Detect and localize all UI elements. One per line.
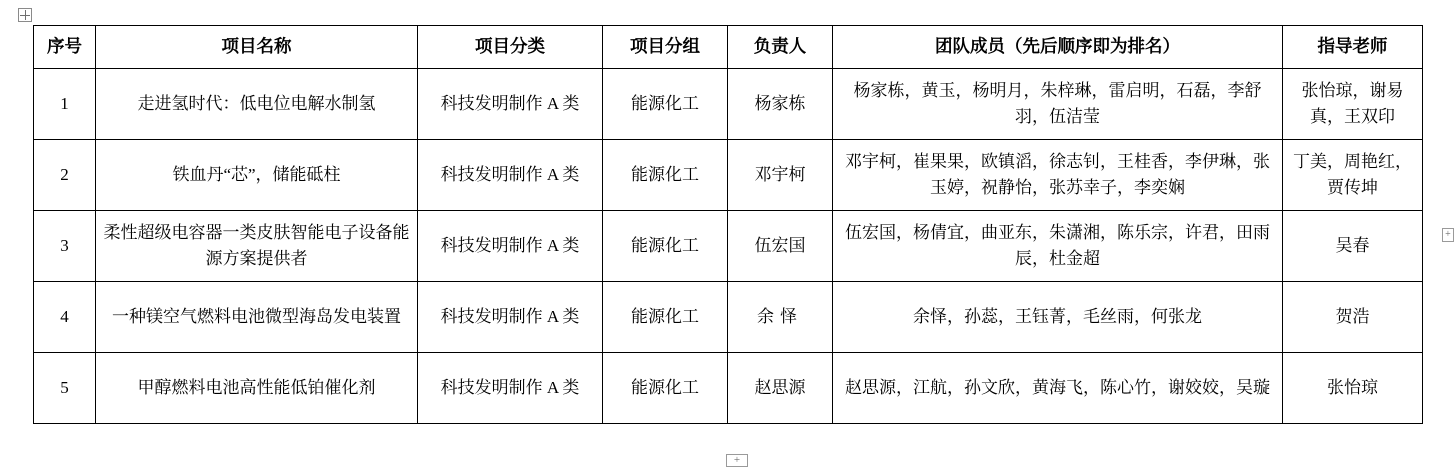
column-header-team-members: 团队成员（先后顺序即为排名） [833,26,1283,69]
table-header [34,26,1423,69]
project-table [33,25,1423,424]
cell-leader[interactable]: 邓宇柯 [728,140,833,211]
cell-project-group[interactable]: 能源化工 [603,140,728,211]
cell-mentor[interactable]: 张怡琼 [1283,353,1423,424]
cell-leader[interactable]: 杨家栋 [728,69,833,140]
cell-team-members[interactable]: 杨家栋，黄玉，杨明月，朱梓琳，雷启明，石磊，李舒羽，伍洁莹 [833,69,1283,140]
cell-project-category[interactable]: 科技发明制作 A 类 [418,353,603,424]
cell-project-name[interactable]: 柔性超级电容器一类皮肤智能电子设备能源方案提供者 [96,211,418,282]
cell-project-name[interactable]: 甲醇燃料电池高性能低铂催化剂 [96,353,418,424]
cell-seq[interactable]: 1 [34,69,96,140]
column-header-mentor: 指导老师 [1283,26,1423,69]
cell-mentor[interactable]: 吴春 [1283,211,1423,282]
table-add-row-handle[interactable]: + [726,454,748,467]
cell-seq[interactable]: 3 [34,211,96,282]
column-header-project-category: 项目分类 [418,26,603,69]
table-row [34,282,1423,353]
table-row [34,353,1423,424]
cell-project-category[interactable]: 科技发明制作 A 类 [418,211,603,282]
cell-project-name[interactable]: 铁血丹“芯”，储能砥柱 [96,140,418,211]
table-row [34,69,1423,140]
cell-leader[interactable]: 余怿 [728,282,833,353]
table-row [34,211,1423,282]
cell-team-members[interactable]: 邓宇柯，崔果果，欧镇滔，徐志钊，王桂香，李伊琳，张玉婷，祝静怡，张苏幸子，李奕娴 [833,140,1283,211]
cell-project-group[interactable]: 能源化工 [603,353,728,424]
cell-project-name[interactable]: 走进氢时代：低电位电解水制氢 [96,69,418,140]
cell-project-group[interactable]: 能源化工 [603,69,728,140]
column-header-leader: 负责人 [728,26,833,69]
cell-team-members[interactable]: 伍宏国，杨倩宜，曲亚东，朱潇湘，陈乐宗，许君，田雨辰，杜金超 [833,211,1283,282]
cell-project-group[interactable]: 能源化工 [603,211,728,282]
column-header-project-name: 项目名称 [96,26,418,69]
cell-mentor[interactable]: 丁美，周艳红，贾传坤 [1283,140,1423,211]
cell-team-members[interactable]: 余怿，孙蕊，王钰菁，毛丝雨，何张龙 [833,282,1283,353]
column-header-seq: 序号 [34,26,96,69]
table-header-row [34,26,1423,69]
cell-project-category[interactable]: 科技发明制作 A 类 [418,69,603,140]
cell-seq[interactable]: 2 [34,140,96,211]
cell-mentor[interactable]: 贺浩 [1283,282,1423,353]
table-body [34,69,1423,424]
table-resize-right-handle[interactable]: + [1442,228,1454,242]
table-move-handle[interactable] [18,8,32,22]
cell-project-category[interactable]: 科技发明制作 A 类 [418,140,603,211]
column-header-project-group: 项目分组 [603,26,728,69]
cell-project-group[interactable]: 能源化工 [603,282,728,353]
cell-project-category[interactable]: 科技发明制作 A 类 [418,282,603,353]
cell-leader[interactable]: 伍宏国 [728,211,833,282]
cell-seq[interactable]: 4 [34,282,96,353]
cell-seq[interactable]: 5 [34,353,96,424]
cell-team-members[interactable]: 赵思源，江航，孙文欣，黄海飞，陈心竹，谢姣姣，吴璇 [833,353,1283,424]
cell-mentor[interactable]: 张怡琼，谢易真，王双印 [1283,69,1423,140]
table-row [34,140,1423,211]
cell-project-name[interactable]: 一种镁空气燃料电池微型海岛发电装置 [96,282,418,353]
cell-leader[interactable]: 赵思源 [728,353,833,424]
